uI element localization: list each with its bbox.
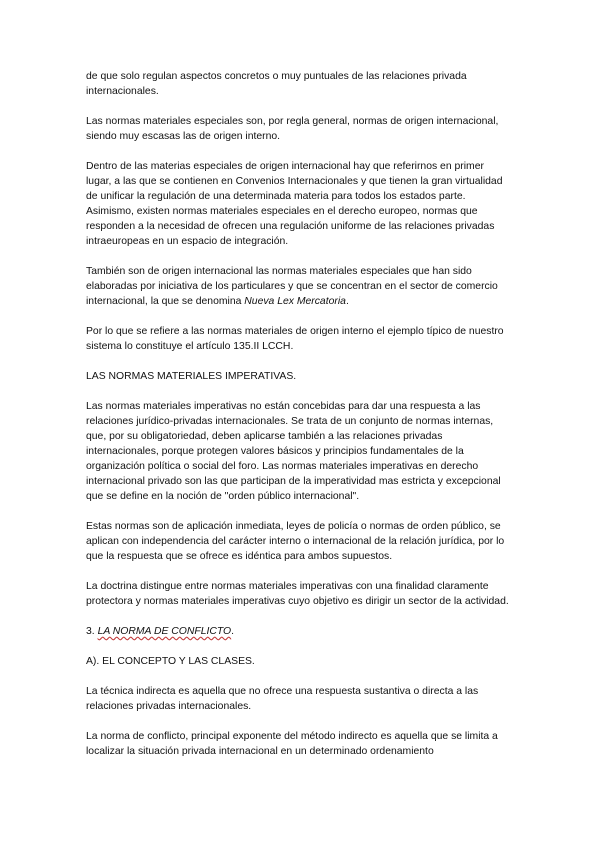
paragraph-4-end: . [345, 296, 349, 307]
paragraph-8: La doctrina distingue entre normas materiales imperativas con una finalidad claramente protectora y normas materiales imperativas cuyo objetivo es dirigir un sector de la actividad. [86, 581, 509, 607]
section-title: LA NORMA DE CONFLICTO [97, 626, 232, 637]
section-title-end: . [231, 626, 235, 637]
lex-mercatoria-term: Nueva Lex Mercatoria [244, 296, 346, 307]
paragraph-9: La técnica indirecta es aquella que no ofrece una respuesta sustantiva o directa a las relaciones privadas internacionales. [86, 686, 479, 712]
paragraph-4 [86, 264, 509, 309]
subheading-concepto-clases: A). EL CONCEPTO Y LAS CLASES. [86, 656, 255, 667]
paragraph-3: Dentro de las materias especiales de origen internacional hay que referirnos en primer lugar, a las que se contienen en Convenios Internacionales y que tienen la gran virtualidad de unificar la regulación de una determinada materia para todos los estados parte. Asimismo, existen normas materiales especiales en el derecho europeo, normas que responden a la necesidad de ofrecen una regulación uniforme de las relaciones privadas intraeuropeas en un espacio de integración. [86, 161, 503, 247]
paragraph-1: de que solo regulan aspectos concretos o muy puntuales de las relaciones privada internacionales. [86, 71, 467, 97]
paragraph-2: Las normas materiales especiales son, por regla general, normas de origen internacional, siendo muy escasas las de origen interno. [86, 116, 499, 142]
paragraph-6: Las normas materiales imperativas no están concebidas para dar una respuesta a las relaciones jurídico-privadas internacionales. Se trata de un conjunto de normas internas, que, por su obligatoriedad, deben aplicarse también a las relaciones privadas internacionales, porque protegen valores básicos y principios fundamentales de la organización política o social del foro. Las normas materiales imperativas en derecho internacional privado son las que participan de la imperatividad mas estricta y excepcional que se define en la noción de "orden público internacional". [86, 401, 501, 502]
section-number: 3. [86, 626, 98, 637]
paragraph-7: Estas normas son de aplicación inmediata, leyes de policía o normas de orden público, se aplican con independencia del carácter interno o internacional de la relación jurídica, por lo que la respuesta que se ofrece es idéntica para ambos supuestos. [86, 521, 505, 562]
heading-normas-imperativas: LAS NORMAS MATERIALES IMPERATIVAS. [86, 371, 297, 382]
paragraph-4-text: También son de origen internacional las normas materiales especiales que han sido elaboradas por iniciativa de los particulares y que se concentran en el sector de comercio internacional, la que se denomina [86, 266, 498, 307]
paragraph-10: La norma de conflicto, principal exponente del método indirecto es aquella que se limita a localizar la situación privada internacional en un determinado ordenamiento [86, 731, 498, 757]
section-heading-norma-conflicto [86, 624, 509, 639]
paragraph-5: Por lo que se refiere a las normas materiales de origen interno el ejemplo típico de nuestro sistema lo constituye el artículo 135.II LCCH. [86, 326, 504, 352]
